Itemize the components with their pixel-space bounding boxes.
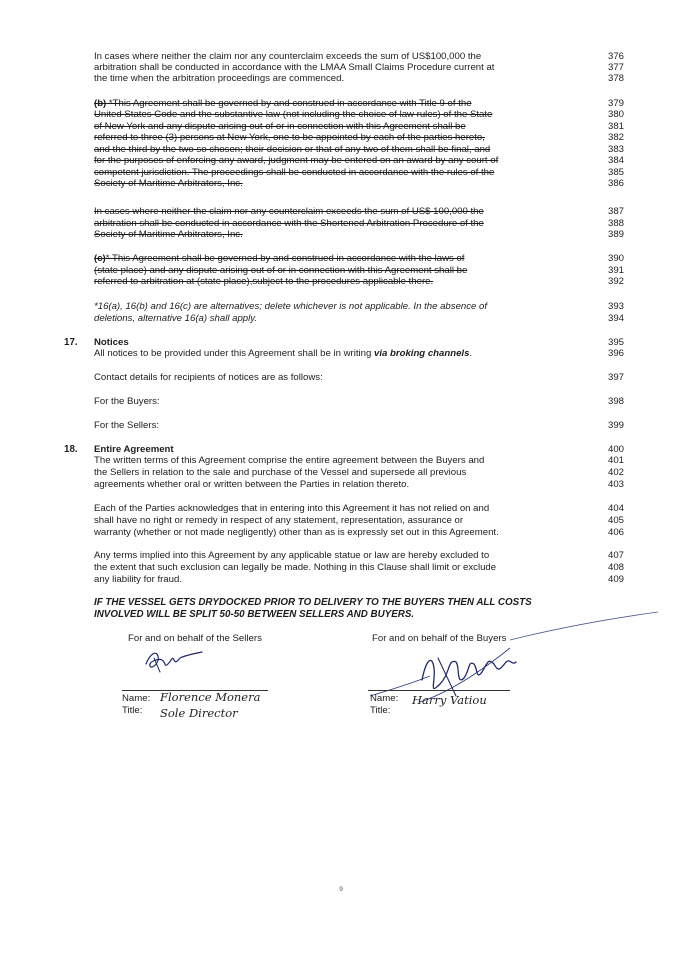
text-line: the extent that such exclusion can legally be made. Nothing in this Clause shall limit or exclude	[94, 562, 497, 573]
text-line: any liability for fraud.	[94, 574, 182, 585]
text-line: shall have no right or remedy in respect of any statement, representation, assurance or	[94, 515, 464, 526]
line-number: 384	[607, 155, 624, 166]
text-line: referred to three (3) persons at New York, one to be appointed by each of the parties hereto,	[94, 132, 485, 143]
line-number: 383	[607, 144, 624, 155]
line-number: 390	[607, 253, 624, 264]
line-number: 399	[607, 420, 624, 431]
line-number: 381	[607, 121, 624, 132]
text-line: (state place) and any dispute arising out of or in connection with this Agreement shall be	[94, 265, 468, 276]
text-line: and the third by the two so chosen; their decision or that of any two of them shall be final, and	[94, 144, 491, 155]
line-number: 403	[607, 479, 624, 490]
clause-label: (b)	[94, 98, 107, 109]
text-line: The written terms of this Agreement comprise the entire agreement between the Buyers and	[94, 455, 485, 466]
title-label: Title:	[122, 705, 143, 716]
text-line: For the Buyers:	[94, 396, 160, 407]
line-number: 400	[607, 444, 624, 455]
text-line	[94, 98, 534, 109]
note-line: INVOLVED WILL BE SPLIT 50-50 BETWEEN SELLERS AND BUYERS.	[94, 609, 415, 620]
clause-heading: Notices	[94, 337, 129, 348]
text-line: the Sellers in relation to the sale and purchase of the Vessel and supersede all previous	[94, 467, 467, 478]
text-line-end: .	[469, 348, 473, 359]
text-line: In cases where neither the claim nor any counterclaim exceeds the sum of US$ 100,000 the	[94, 206, 484, 217]
text-line: warranty (whether or not made negligently) other than as is expressly set out in this Agreement.	[94, 527, 499, 538]
text-line: Any terms implied into this Agreement by any applicable statue or law are hereby excluded to	[94, 550, 490, 561]
title-label: Title:	[370, 705, 391, 716]
line-number: 385	[607, 167, 624, 178]
name-label: Name:	[122, 693, 151, 704]
text-line: competent jurisdiction. The proceedings shall be conducted in accordance with the rules of the	[94, 167, 495, 178]
buyers-caption: For and on behalf of the Buyers	[372, 633, 507, 644]
line-number: 409	[607, 574, 624, 585]
line-number: 382	[607, 132, 624, 143]
text-line: In cases where neither the claim nor any counterclaim exceeds the sum of US$100,000 the	[94, 51, 482, 62]
text-line-content: * This Agreement shall be governed by and construed in accordance with the laws of	[105, 253, 465, 264]
text-line: of New York and any dispute arising out of or in connection with this Agreement shall be	[94, 121, 466, 132]
line-number: 378	[607, 73, 624, 84]
clause-label: (c)	[94, 253, 106, 264]
text-line: arbitration shall be conducted in accordance with the LMAA Small Claims Procedure current at	[94, 62, 495, 73]
line-number: 379	[607, 98, 624, 109]
text-line	[94, 253, 534, 264]
clause-heading: Entire Agreement	[94, 444, 174, 455]
text-line: arbitration shall be conducted in accordance with the Shortened Arbitration Procedure of the	[94, 218, 484, 229]
line-number: 392	[607, 276, 624, 287]
text-line: the time when the arbitration proceedings are commenced.	[94, 73, 345, 84]
line-number: 386	[607, 178, 624, 189]
line-number: 380	[607, 109, 624, 120]
line-number: 387	[607, 206, 624, 217]
text-line: deletions, alternative 16(a) shall apply.	[94, 313, 258, 324]
text-line	[94, 348, 534, 359]
line-number: 407	[607, 550, 624, 561]
line-number: 404	[607, 503, 624, 514]
text-line: Society of Maritime Arbitrators, Inc.	[94, 178, 243, 189]
line-number: 402	[607, 467, 624, 478]
name-label: Name:	[370, 693, 399, 704]
sellers-handwritten-title: Sole Director	[160, 706, 238, 720]
text-line: Society of Maritime Arbitrators, Inc.	[94, 229, 243, 240]
line-number: 396	[607, 348, 624, 359]
line-number: 393	[607, 301, 624, 312]
line-number: 377	[607, 62, 624, 73]
text-line: For the Sellers:	[94, 420, 160, 431]
text-line-content: *This Agreement shall be governed by and construed in accordance with Title 9 of the	[106, 98, 472, 109]
line-number: 388	[607, 218, 624, 229]
sellers-signature-image	[140, 644, 210, 676]
line-number: 408	[607, 562, 624, 573]
text-line: Each of the Parties acknowledges that in entering into this Agreement it has not relied on and	[94, 503, 490, 514]
line-number: 398	[607, 396, 624, 407]
buyers-signature-image	[360, 600, 660, 710]
line-number: 391	[607, 265, 624, 276]
page-number: 9	[339, 886, 343, 893]
line-number: 376	[607, 51, 624, 62]
buyers-handwritten-name: Harry Vatiou	[412, 693, 487, 707]
line-number: 389	[607, 229, 624, 240]
clause-number: 18.	[64, 444, 78, 455]
text-line: United States Code and the substantive law (not including the choice of law rules) of the State	[94, 109, 493, 120]
sellers-handwritten-name: Florence Monera	[160, 690, 261, 704]
text-line: agreements whether oral or written between the Parties in relation thereto.	[94, 479, 410, 490]
line-number: 397	[607, 372, 624, 383]
line-number: 401	[607, 455, 624, 466]
text-line: *16(a), 16(b) and 16(c) are alternatives; delete whichever is not applicable. In the absence of	[94, 301, 488, 312]
sellers-caption: For and on behalf of the Sellers	[128, 633, 262, 644]
line-number: 406	[607, 527, 624, 538]
line-number: 394	[607, 313, 624, 324]
text-line-content: All notices to be provided under this Agreement shall be in writing	[94, 348, 374, 359]
signature-line	[368, 690, 510, 691]
text-line: for the purposes of enforcing any award, judgment may be entered on an award by any court of	[94, 155, 499, 166]
emphasis-text: via broking channels	[373, 348, 470, 359]
line-number: 395	[607, 337, 624, 348]
line-number: 405	[607, 515, 624, 526]
note-line: IF THE VESSEL GETS DRYDOCKED PRIOR TO DELIVERY TO THE BUYERS THEN ALL COSTS	[94, 597, 532, 608]
clause-number: 17.	[64, 337, 78, 348]
text-line: referred to arbitration at (state place),subject to the procedures applicable there.	[94, 276, 434, 287]
text-line: Contact details for recipients of notices are as follows:	[94, 372, 323, 383]
